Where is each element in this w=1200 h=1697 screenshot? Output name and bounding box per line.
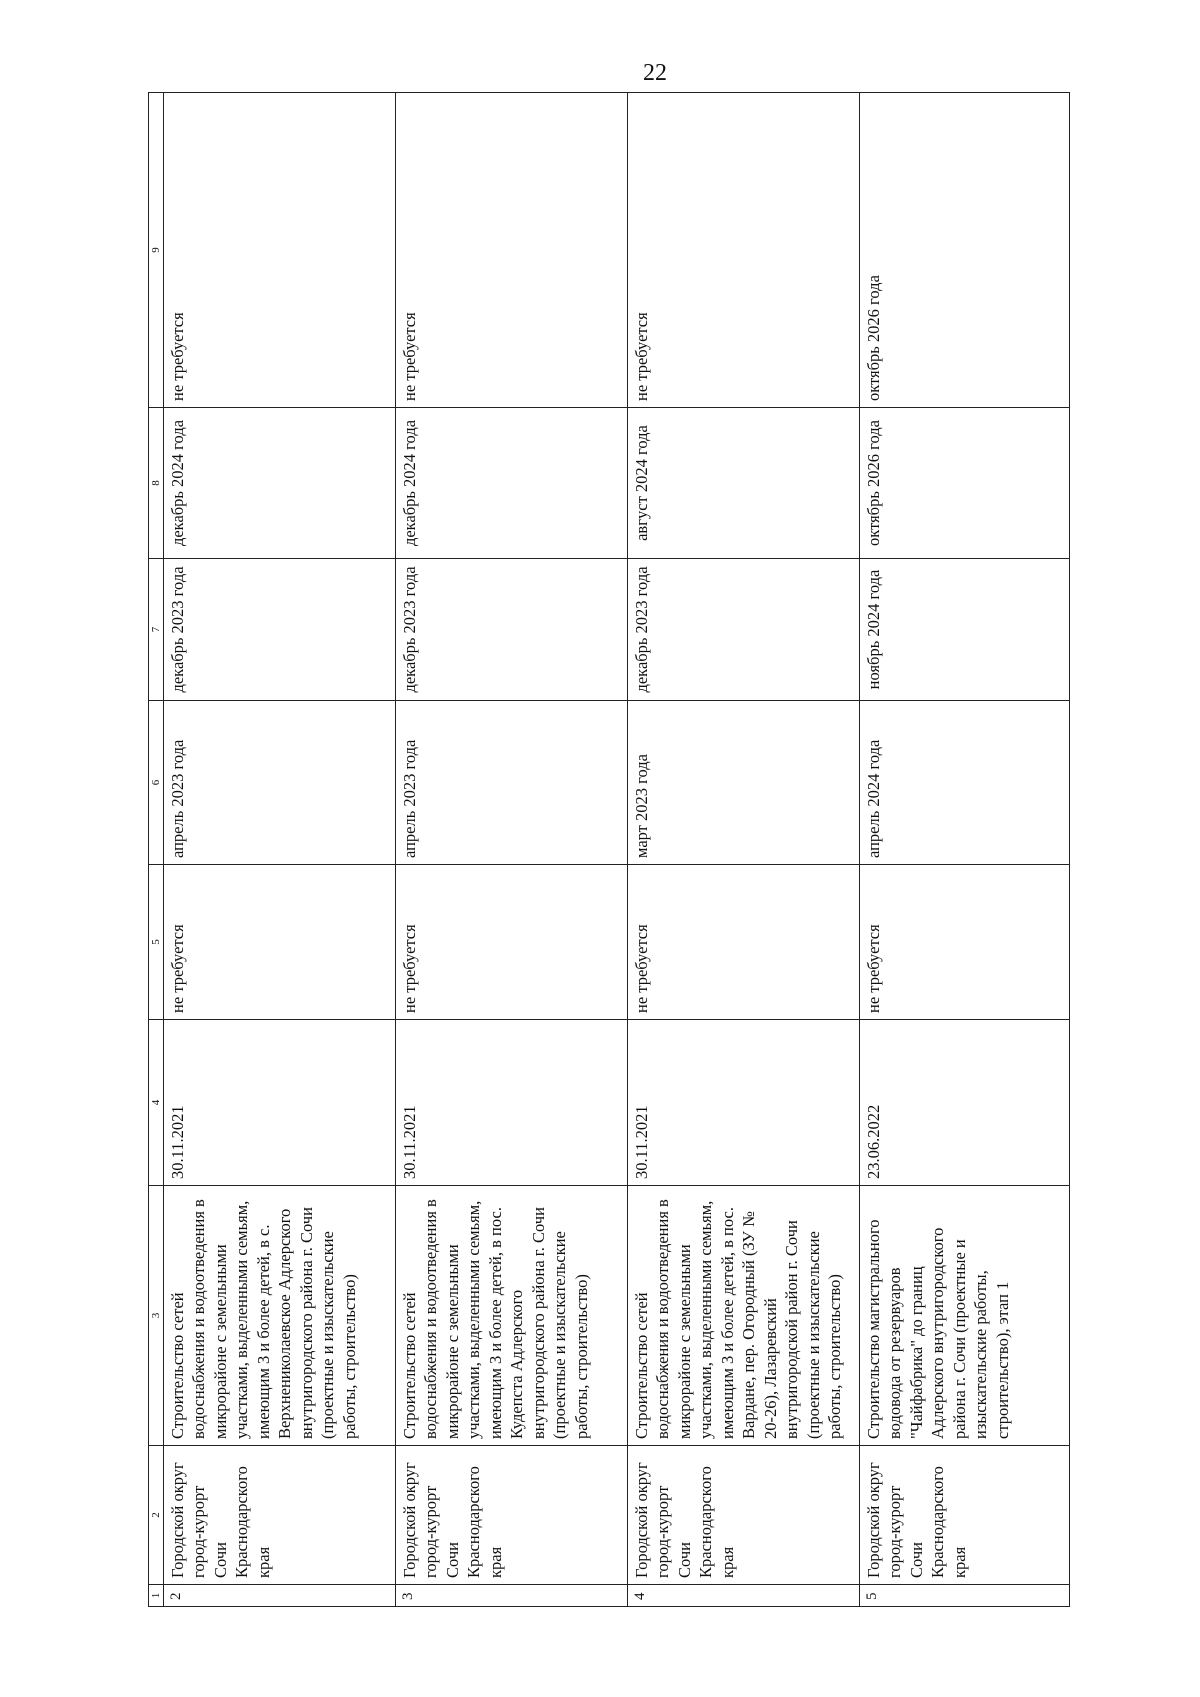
page-number: 22 <box>643 60 667 86</box>
column-header: 3 <box>149 1186 164 1446</box>
row-number: 3 <box>396 1585 628 1607</box>
column-header: 2 <box>149 1446 164 1585</box>
col8-cell: декабрь 2024 года <box>396 408 628 559</box>
date-cell: 30.11.2021 <box>164 1020 396 1186</box>
row-number: 5 <box>860 1585 1070 1607</box>
data-table <box>148 92 1070 1607</box>
col5-cell: не требуется <box>396 865 628 1020</box>
col6-cell: апрель 2023 года <box>396 701 628 865</box>
object-cell: Строительство сетей водоснабжения и водоотведения в микрорайоне с земельными участками, выделенными семьям, имеющим 3 и более детей, в пос. Кудепста Адлерского внутригородского района г. Сочи (проектные и изыскательские работы, строительство) <box>396 1186 628 1446</box>
col5-cell: не требуется <box>164 865 396 1020</box>
table-row <box>628 93 860 1607</box>
municipality-cell: Городской округ город-курорт Сочи Краснодарского края <box>396 1446 628 1585</box>
municipality-cell: Городской округ город-курорт Сочи Краснодарского края <box>628 1446 860 1585</box>
col5-cell: не требуется <box>628 865 860 1020</box>
col7-cell: декабрь 2023 года <box>396 559 628 701</box>
col9-cell: не требуется <box>628 93 860 408</box>
column-header: 7 <box>149 559 164 701</box>
col8-cell: декабрь 2024 года <box>164 408 396 559</box>
object-cell: Строительство магистрального водовода от резервуаров "Чайфабрика" до границ Адлерского внутригородского района г. Сочи (проектные и изыскательские работы, строительство), этап 1 <box>860 1186 1070 1446</box>
column-header: 8 <box>149 408 164 559</box>
column-header: 1 <box>149 1585 164 1607</box>
col9-cell: не требуется <box>164 93 396 408</box>
column-number-row <box>149 93 164 1607</box>
col7-cell: декабрь 2023 года <box>628 559 860 701</box>
row-number: 4 <box>628 1585 860 1607</box>
column-header: 9 <box>149 93 164 408</box>
col6-cell: апрель 2023 года <box>164 701 396 865</box>
object-cell: Строительство сетей водоснабжения и водоотведения в микрорайоне с земельными участками, выделенными семьям, имеющим 3 и более детей, в с. Верхнениколаевское Адлерского внутригородского района г. Сочи (проектные и изыскательские работы, строительство) <box>164 1186 396 1446</box>
column-header: 5 <box>149 865 164 1020</box>
col8-cell: октябрь 2026 года <box>860 408 1070 559</box>
table-row <box>396 93 628 1607</box>
date-cell: 30.11.2021 <box>628 1020 860 1186</box>
column-header: 6 <box>149 701 164 865</box>
col7-cell: ноябрь 2024 года <box>860 559 1070 701</box>
col6-cell: апрель 2024 года <box>860 701 1070 865</box>
col7-cell: декабрь 2023 года <box>164 559 396 701</box>
col5-cell: не требуется <box>860 865 1070 1020</box>
date-cell: 30.11.2021 <box>396 1020 628 1186</box>
object-cell: Строительство сетей водоснабжения и водоотведения в микрорайоне с земельными участками, выделенными семьям, имеющим 3 и более детей, в пос. Вардане, пер. Огородный (ЗУ № 20-26), Лазаревский внутригородской район г. Сочи (проектные и изыскательские работы, строительство) <box>628 1186 860 1446</box>
col6-cell: март 2023 года <box>628 701 860 865</box>
col8-cell: август 2024 года <box>628 408 860 559</box>
col9-cell: октябрь 2026 года <box>860 93 1070 408</box>
table-row <box>164 93 396 1607</box>
column-header: 4 <box>149 1020 164 1186</box>
col9-cell: не требуется <box>396 93 628 408</box>
rotated-table-wrapper <box>148 93 1068 1607</box>
municipality-cell: Городской округ город-курорт Сочи Краснодарского края <box>164 1446 396 1585</box>
municipality-cell: Городской округ город-курорт Сочи Краснодарского края <box>860 1446 1070 1585</box>
date-cell: 23.06.2022 <box>860 1020 1070 1186</box>
row-number: 2 <box>164 1585 396 1607</box>
table-row <box>860 93 1070 1607</box>
